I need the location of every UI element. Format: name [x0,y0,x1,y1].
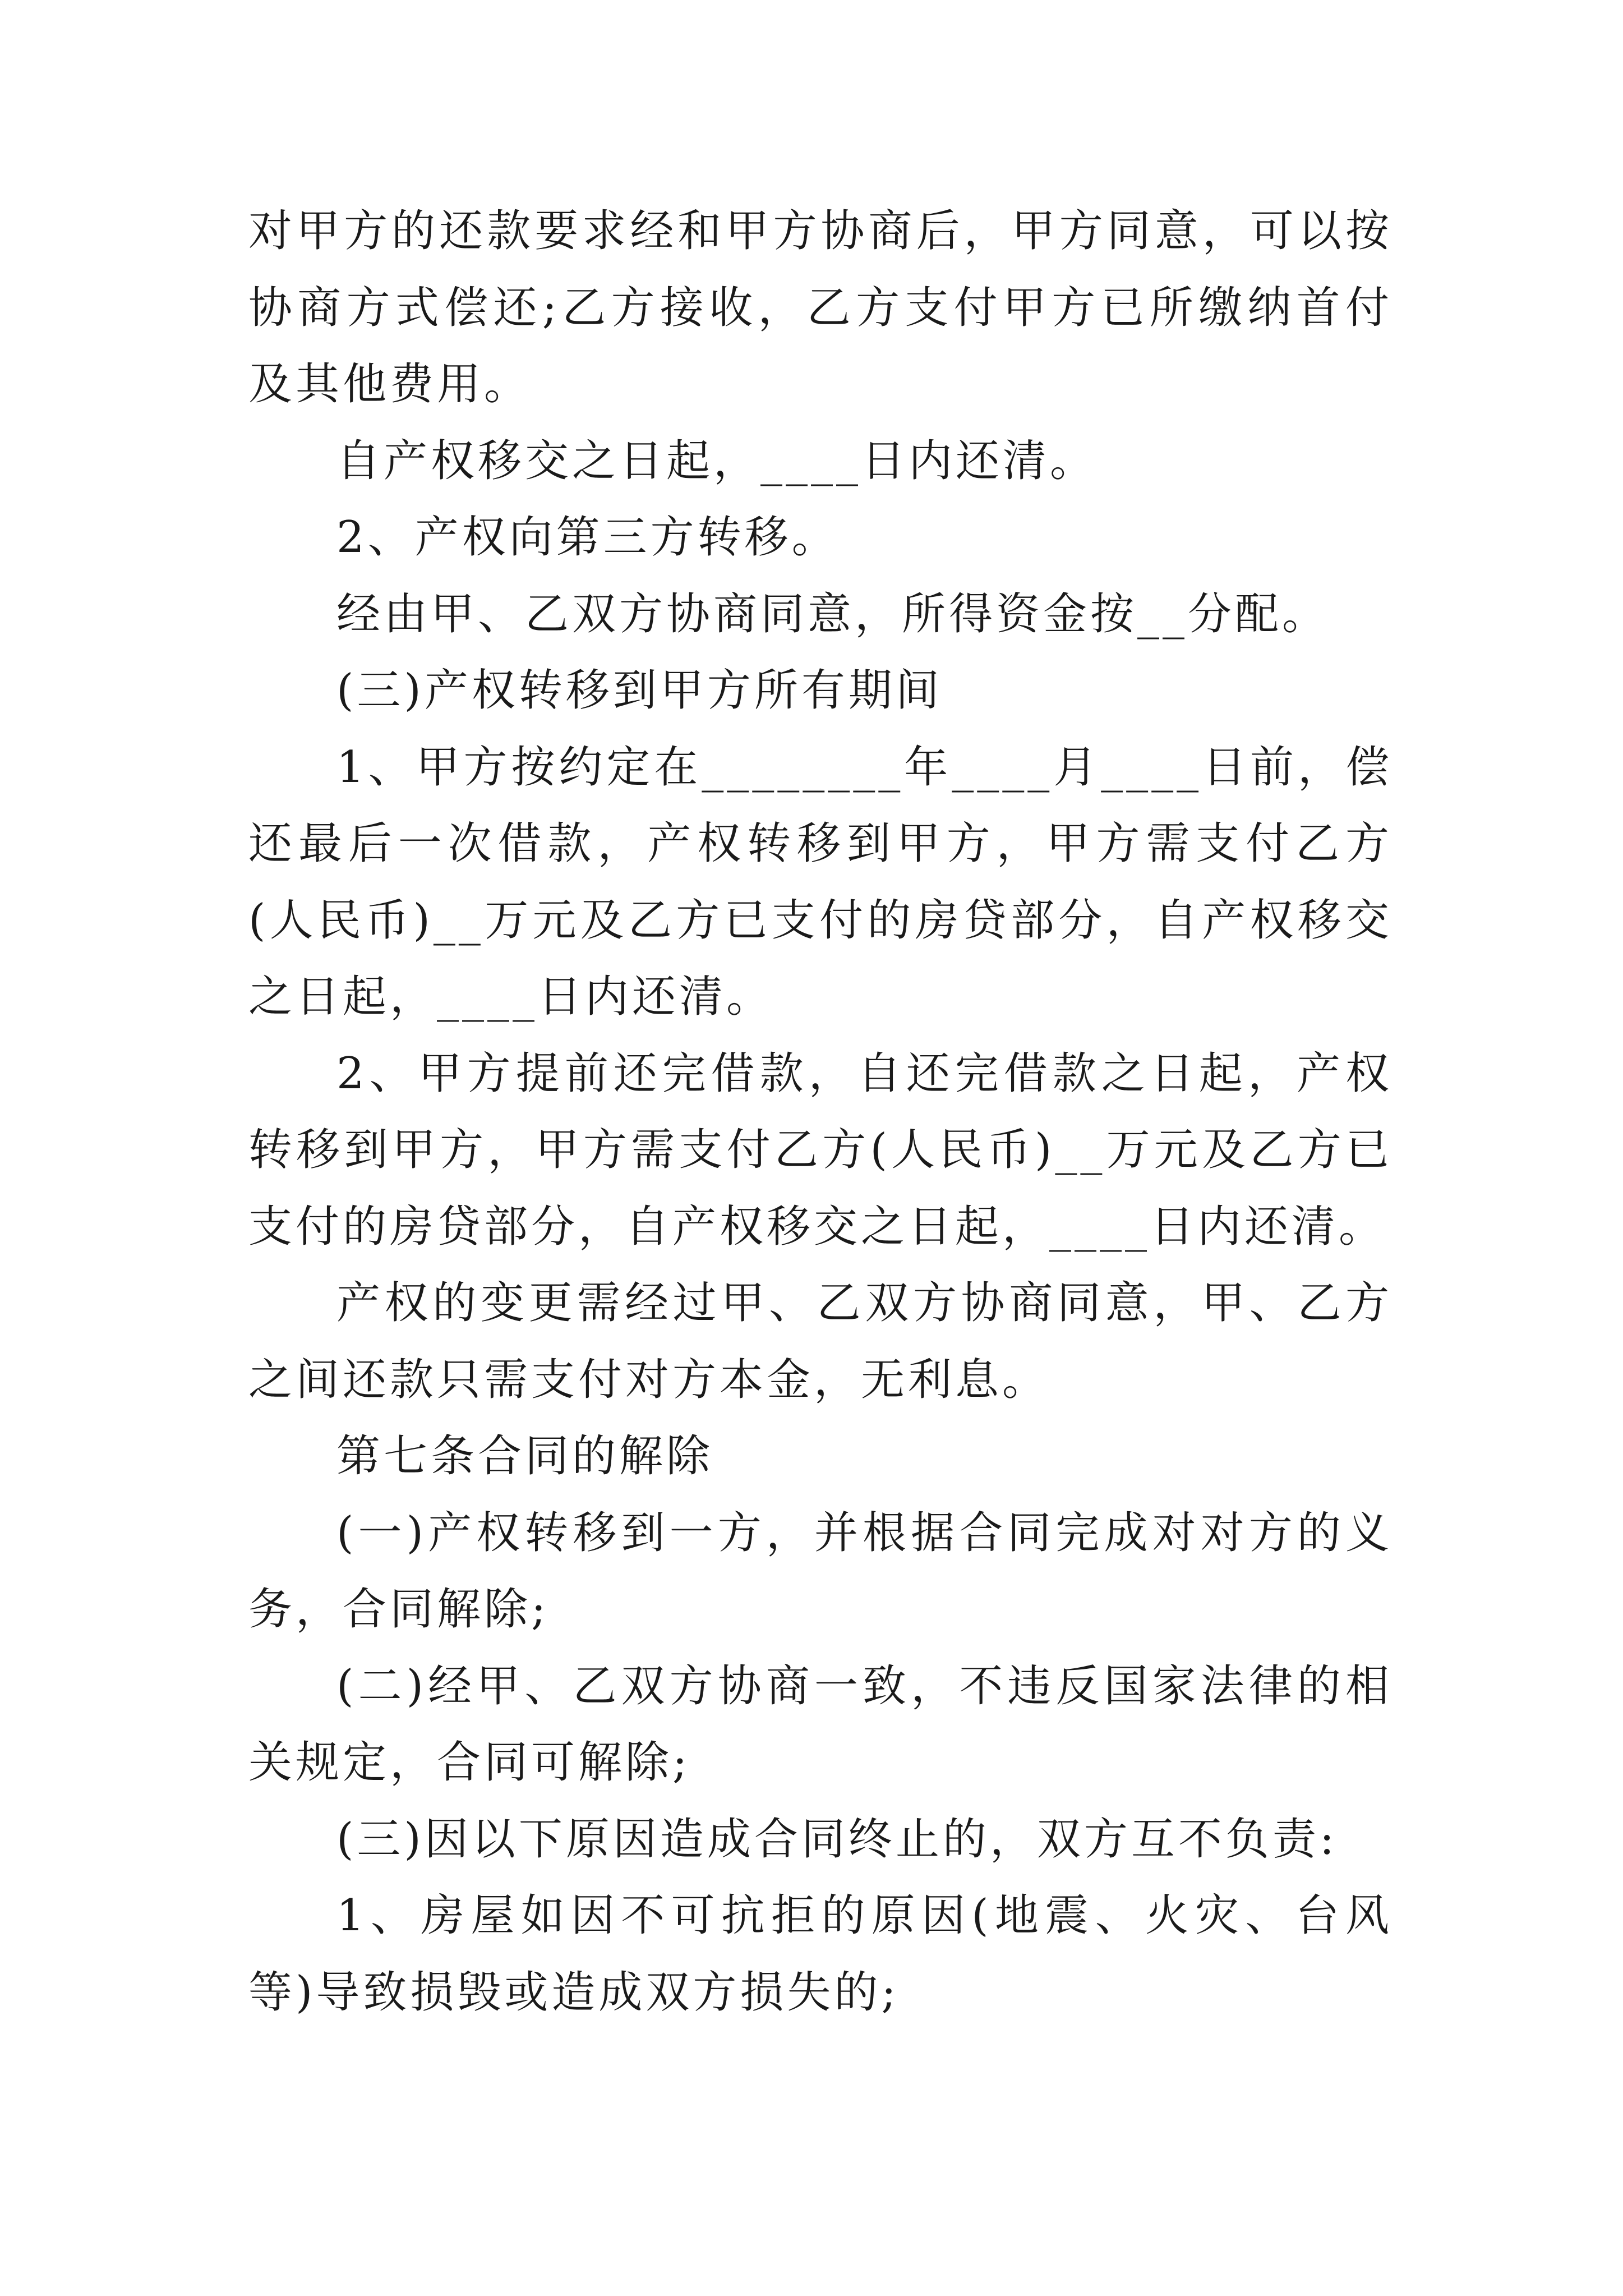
paragraph-final-installment: 1、甲方按约定在________年____月____日前，偿还最后一次借款，产权转移到甲方，甲方需支付乙方(人民币)__万元及乙方已支付的房贷部分，自产权移交之日起，____日内还清。 [248,742,1393,1022]
paragraph-termination-three: (三)因以下原因造成合同终止的，双方互不负责: [336,1814,1338,1865]
paragraph-fund-allocation: 经由甲、乙双方协商同意，所得资金按__分配。 [336,588,1330,639]
article-heading-termination: 第七条合同的解除 [336,1431,714,1481]
paragraph-repay-deadline: 自产权移交之日起，____日内还清。 [336,435,1098,486]
paragraph-early-repayment: 2、甲方提前还完借款，自还完借款之日起，产权转移到甲方，甲方需支付乙方(人民币)__万元及乙方已支付的房贷部分，自产权移交之日起，____日内还清。 [248,1048,1393,1252]
paragraph-ownership-change: 产权的变更需经过甲、乙双方协商同意，甲、乙方之间还款只需支付对方本金，无利息。 [248,1278,1393,1405]
paragraph-repayment-negotiation: 对甲方的还款要求经和甲方协商后，甲方同意，可以按协商方式偿还;乙方接收，乙方支付甲方已所缴纳首付及其他费用。 [248,206,1393,409]
paragraph-termination-one: (一)产权转移到一方，并根据合同完成对对方的义务，合同解除; [248,1507,1393,1635]
paragraph-third-party-transfer: 2、产权向第三方转移。 [336,512,839,563]
document-body [248,193,1393,2031]
paragraph-force-majeure: 1、房屋如因不可抗拒的原因(地震、火灾、台风等)导致损毁或造成双方损失的; [248,1890,1393,2018]
section-heading-transfer-to-party-a: (三)产权转移到甲方所有期间 [336,665,943,716]
paragraph-termination-two: (二)经甲、乙双方协商一致，不违反国家法律的相关规定，合同可解除; [248,1660,1393,1788]
